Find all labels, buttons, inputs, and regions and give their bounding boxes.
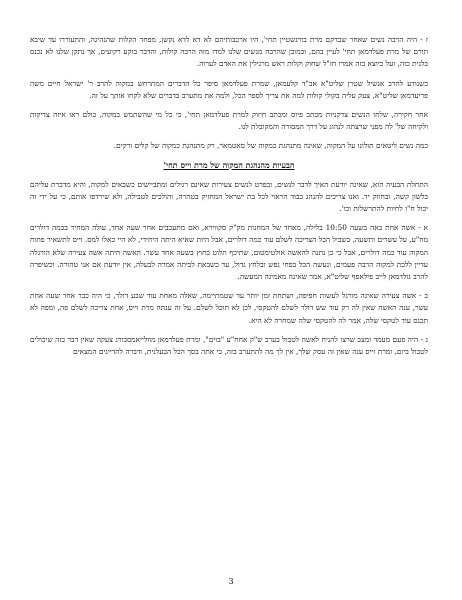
paragraph-incident-b: ב - אשה צעירה שאינה מורגל לעשות חפיפה, ושתחת זמן יותר עד שטמתיימה, שאלה מאחת עוד שבע דולר, כי היה כבר אחר שעה אחת עשר, ענה האשה שאין לה רק עוד שש דולר לשלם להטקסי, לכן לא תוכל לשלם. על זה ענתה מרת וייס, אחת צריכה לשלם פה, ומפה לא תכנס עוד לטקסי שלה, אמר לה להטקסי שלה שמחרה לא היא. [30,291,428,325]
paragraph-letter-support: אחר חקירה, שלחו הנשים צדקניות מכתב פיוס ומכתב חיזוק למרת פעלדמאן תחי', כי כל מי שהשתמש במקוה, כולם ראו איזה צדיקות ולקיחה של' לה מפני שרצתה לנהוג על דרך המסורה והמקובלת לנו. [30,110,428,132]
page-number: 3 [228,577,234,586]
paragraph-incident-z: ז - היה הרבה נשים שאחר שבדקם מרת בורנשטיין תחי', היו ארכבותיהם לא דא לדא נקשן, מפחד הקלות שהנהיגה, והתעוררו עד שיבא תורם של מרת פעלדמאן תחי' לעיין בהם, וכמובן שהרבה מנשים שלנו למדו מזה הרבה קולות, והדבר בוקע רקיעים, אך נתקן שלנו לא נכנס בלנית כזה, ועל כיוצא בזה אמרו חז"ל שחוק וקלות ראש מרגילין את האדם לערוה. [30,35,428,69]
section-heading: הבעיות מהנהגת המקוה של מרת וייס תחי' [163,159,295,170]
paragraph-incident-a: א - אשה אחת באה בשעה 10:50 בלילה, מאחד של המחנות מק"ק סקווירא, ואם מתעכבים אחר שעה אחד, עולה המחיר בכמה דולרים מח"ע, על עשרים ותשעה, בשביל הכל הצריכה לשלם עוד כמה דולרים, אבל היות שאיא היתה היחידי, לא היי כאלו למס. וייס לתשאיר פתוח המקוה עוד כמה דולרים, אבל כי כן נתנה להאשה אולטימטום, שתיכף תלוט בחוץ בשעה אחד עשר. האשה היתה אשה צעירה שלא הורגלה עדיין ללכת למקוה הרבה פעמים, ונעשה הכל בפחי נפש ובלחץ גדול, עד כשבאת לביתה אמרה לבעלה, אין יודעת אם אני טהורה. וכשיפרה להרב גולדמאן לייב פילאפף שליט"א, אמר שאינה מאמינה המעשה. [30,223,428,282]
paragraph-rabbi-complaint: כשנודע להרב אנשיל שטרן שליט"א אב"ד קלעמאן, שמרת פעלדמאן סיפר כל הדברים המתרחש במקוה להרב ר' ישראל חיים משה פריעדמאן שליט"א, צעק עליה בקולי קולות למה את צריך לספר הכל, ולמה את מתערב בדברים שלא לקחו אותך על זה. [30,78,428,100]
paragraph-incident-g: ג - היה פעם מעמד ומצב שרצו להניח לאשה לטבול בערב ש"ק אחח"ע "בוים", ומרת פעלדמאן מוולייאמסבורג צעקה שאין דבר כזה שיכולים לטבול ביום, ומרת וייס ענה שאין זה עסק שלך, אין לך מה להתערב בזה, כי אתה בסך הכל הבעלנית, ודברה להדיינים המצאים [30,334,428,357]
paragraph-lithuanian-complaint: כמה נשים ליטאים תולונו על המקוה, שאינה מתנהגת כמקוה של סאטמאר, רק מתנהגת כמקוה של קלים ורקים. [113,141,428,151]
paragraph-problem-intro: התחלת הבעיה הוא, שאינה יודעת האיך לדבר לנשים, ובפרט לנשים צעירות שאינם רגילים ומתביישים כשבאים למקוה, והיא מדברת עליהם בלשון קשה, ובחוזק יד. ואנו צריכים להנהג כבוד הראוי לכל בת ישראל המחזיק בטהרה, והולכים לטבילה, ולא שירדפו אותם, כי על ידי זה יכול ח"ו לחיות להתרשלות וכו'. [30,179,428,214]
